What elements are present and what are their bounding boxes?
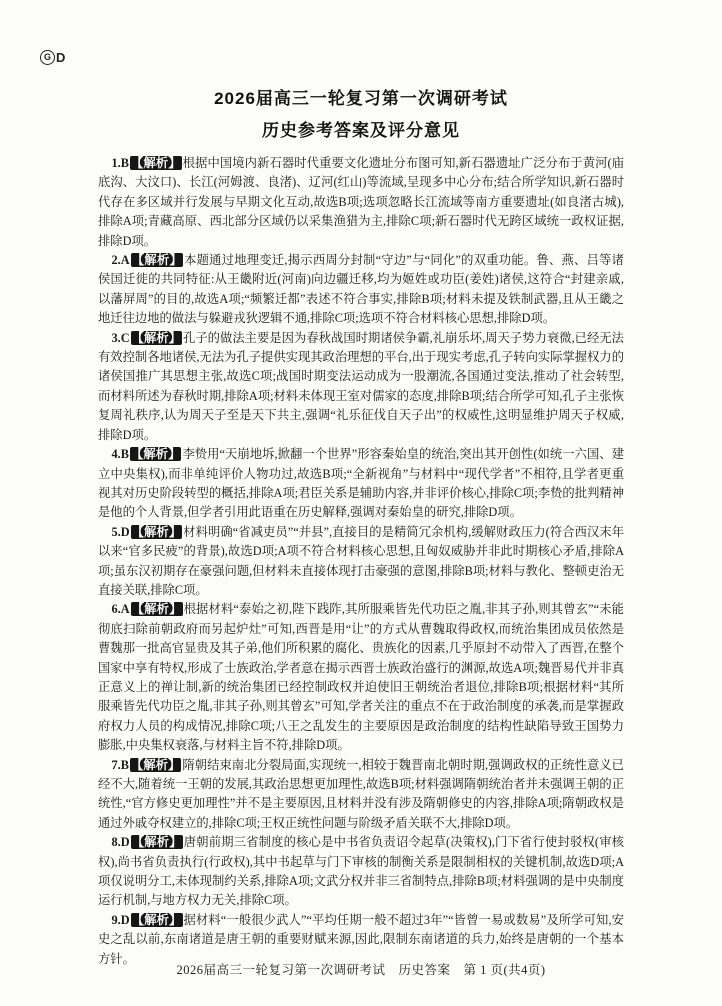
answer-number: 5.D	[111, 524, 130, 539]
answer-item	[98, 833, 624, 911]
brand-logo	[40, 50, 65, 65]
brand-letter: D	[56, 50, 66, 65]
answer-text: 据材料“一般很少武人”“平均任期一般不超过3年”“皆曾一易或数易”及所学可知,安史之乱以前,东南诸道是唐王朝的重要财赋来源,因此,限制东南诸道的兵力,始终是唐朝的一个基本方针。	[98, 912, 624, 966]
analysis-tag: 【解析】	[131, 835, 182, 850]
answer-key-subtitle: 历史参考答案及评分意见	[262, 121, 460, 140]
analysis-tag: 【解析】	[131, 602, 182, 617]
answer-number: 2.A	[111, 253, 130, 268]
answers-list	[98, 154, 624, 969]
analysis-tag: 【解析】	[131, 524, 182, 539]
analysis-tag: 【解析】	[130, 156, 181, 170]
analysis-tag: 【解析】	[130, 447, 181, 462]
answer-text: 唐朝前期三省制度的核心是中书省负责诏令起草(决策权),门下省行使封驳权(审核权),尚书省负责执行(行政权),其中书起草与门下审核的制衡关系是限制相权的关键机制,故选D项;A项仅说明分工,未体现制约关系,排除A项;文武分权并非三省制特点,排除B项;材料强调的是中央制度运行机制,与地方权力无关,排除C项。	[98, 835, 624, 908]
answer-item	[98, 523, 624, 601]
page-footer: 2026届高三一轮复习第一次调研考试 历史答案 第 1 页(共4页)	[176, 963, 546, 977]
answer-item	[98, 600, 624, 755]
answer-number: 3.C	[111, 330, 130, 345]
answer-item	[98, 251, 624, 329]
answer-item	[98, 756, 624, 834]
answer-number: 6.A	[111, 602, 130, 617]
answer-number: 7.B	[111, 757, 129, 772]
analysis-tag: 【解析】	[131, 253, 183, 268]
answer-text: 根据材料“泰始之初,陛下践阼,其所服乘皆先代功臣之胤,非其子孙,则其曾玄”“未能彻底扫除前朝政府而另起炉灶”可知,西晋是用“让”的方式从曹魏取得政权,而统治集团成员依然是曹魏那一批高官显贵及其子弟,他们所积累的腐化、贵族化的因素,几乎原封不动带入了西晋,在整个国家中享有特权,形成了士族政治,学者意在揭示西晋士族政治盛行的渊源,故选A项;魏晋易代并非真正意义上的禅让制,新的统治集团已经控制政权并迫使旧王朝统治者退位,排除B项;根据材料“其所服乘皆先代功臣之胤,非其子孙,则其曾玄”可知,学者关注的重点不在于政治制度的承袭,而是掌握政府权力人员的构成情况,排除C项;八王之乱发生的主要原因是政治制度的结构性缺陷导致王国势力膨胀,中央集权衰落,与材料主旨不符,排除D项。	[98, 602, 624, 753]
answer-item	[98, 154, 624, 251]
brand-circle-icon: G	[40, 50, 55, 65]
answer-text: 李贽用“天崩地坼,掀翻一个世界”形容秦始皇的统治,突出其开创性(如统一六国、建立中央集权),而非单纯评价人物功过,故选B项;“全新视角”与材料中“现代学者”不相符,且学者更重视其对历史阶段转型的概括,排除A项;君臣关系是辅助内容,并非评价核心,排除C项;李贽的批判精神是他的个人背景,但学者引用此语重在历史解释,强调对秦始皇的研究,排除D项。	[98, 447, 624, 520]
answer-text: 孔子的做法主要是因为春秋战国时期诸侯争霸,礼崩乐坏,周天子势力衰微,已经无法有效控制各地诸侯,无法为孔子提供实现其政治理想的平台,出于现实考虑,孔子转向实际掌握权力的诸侯国推广其思想主张,故选C项;战国时期变法运动成为一股潮流,各国通过变法,推动了社会转型,而材料所述为春秋时期,排除A项;材料未体现王室对儒家的态度,排除B项;结合所学可知,孔子主张恢复周礼秩序,认为周天子至是天下共主,强调“礼乐征伐自天子出”的权威性,这明显维护周天子权威,排除D项。	[98, 330, 624, 442]
answer-number: 4.B	[111, 447, 129, 462]
answer-text: 材料明确“省减吏员”“并县”,直接目的是精简冗余机构,缓解财政压力(符合西汉末年以来“官多民疲”的背景),故选D项;A项不符合材料核心思想,且匈奴威胁并非此时期核心矛盾,排除A项;虽东汉初期存在豪强问题,但材料未直接体现打击豪强的意图,排除B项;材料与教化、整顿吏治无直接关联,排除C项。	[98, 524, 624, 597]
answer-text: 根据中国境内新石器时代重要文化遗址分布图可知,新石器遗址广泛分布于黄河(庙底沟、大汶口)、长江(河姆渡、良渚)、辽河(红山)等流域,呈现多中心分布;结合所学知识,新石器时代存在多区域并行发展与早期文化互动,故选B项;选项忽略长江流域等南方重要遗址(如良渚古城),排除A项;青藏高原、西北部分区域仍以采集渔猎为主,排除C项;新石器时代无跨区域统一政权证据,排除D项。	[98, 156, 624, 248]
answer-text: 本题通过地理变迁,揭示西周分封制“守边”与“同化”的双重功能。鲁、燕、吕等诸侯国迁徙的共同特征:从王畿附近(河南)向边疆迁移,均为姬姓或功臣(姜姓)诸侯,这符合“封建亲戚,以藩屏周”的目的,故选A项;“频繁迁都”表述不符合事实,排除B项;材料未提及铁制武器,且从王畿之地迁往边地的做法与躲避戎狄逻辑不通,排除C项;选项不符合材料核心思想,排除D项。	[98, 253, 624, 326]
answer-item	[98, 329, 624, 445]
answer-item	[98, 445, 624, 523]
answer-number: 1.B	[111, 156, 129, 170]
answer-number: 9.D	[111, 912, 130, 927]
analysis-tag: 【解析】	[131, 912, 182, 927]
analysis-tag: 【解析】	[131, 330, 181, 345]
exam-title: 2026届高三一轮复习第一次调研考试	[214, 89, 508, 108]
answer-number: 8.D	[111, 835, 130, 850]
analysis-tag: 【解析】	[130, 757, 181, 772]
answer-text: 隋朝结束南北分裂局面,实现统一,相较于魏晋南北朝时期,强调政权的正统性意义已经不大,随着统一王朝的发展,其政治思想更加理性,故选B项;材料强调隋朝统治者并未强调王朝的正统性,“官方修史更加理性”并不是主要原因,且材料并没有涉及隋朝修史的内容,排除A项;隋朝政权是通过外戚夺权建立的,排除C项;王权正统性问题与阶级矛盾关联不大,排除D项。	[98, 757, 624, 830]
